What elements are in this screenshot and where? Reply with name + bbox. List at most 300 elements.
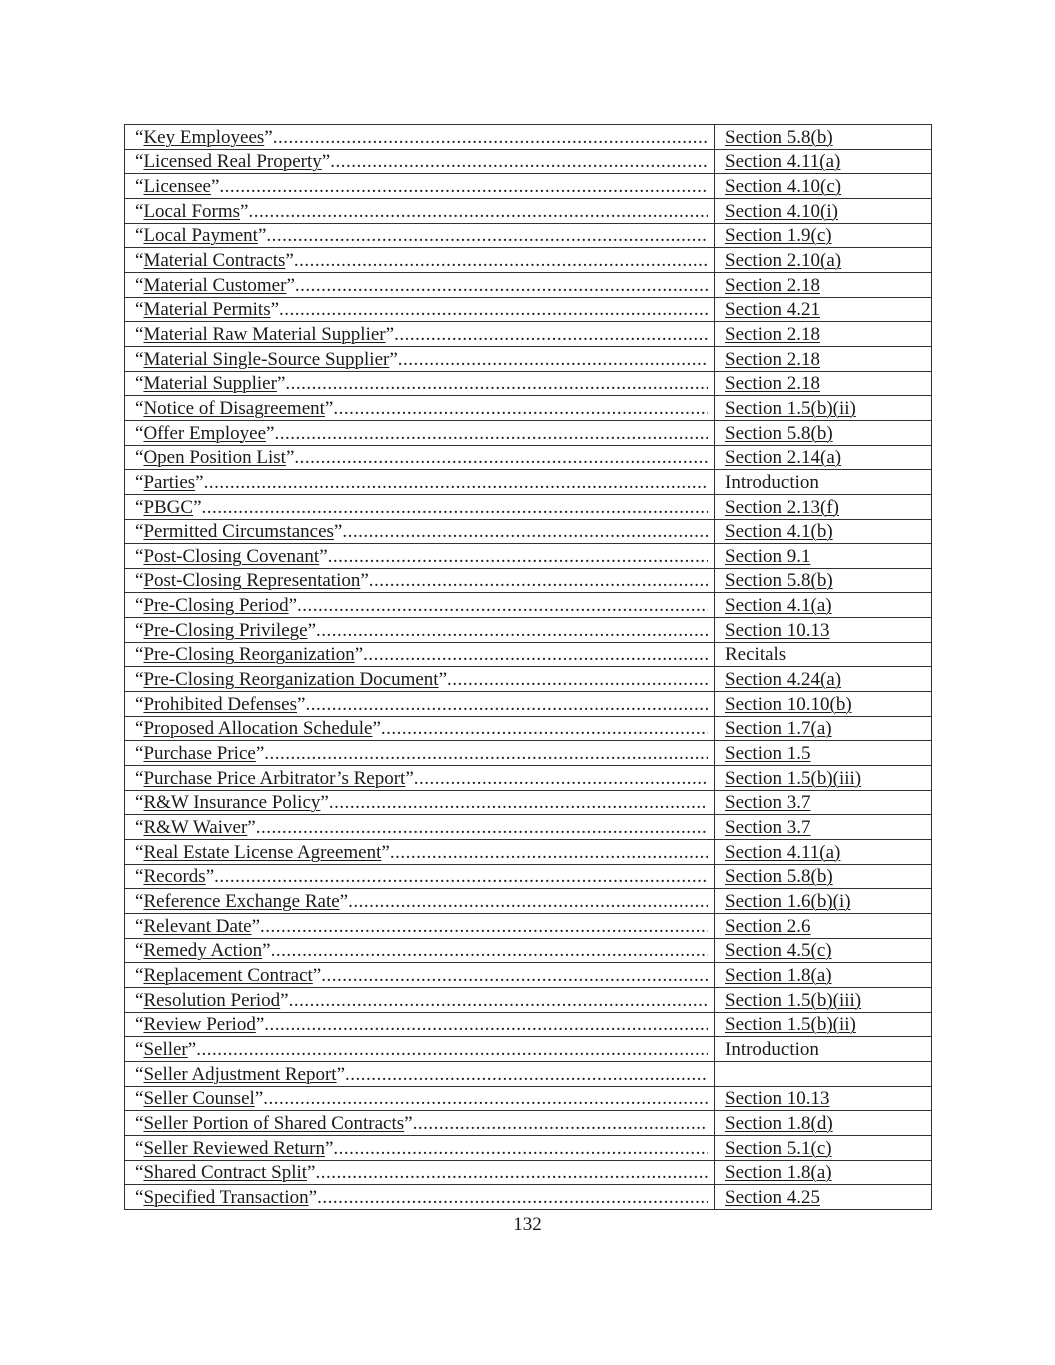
section-reference-link[interactable]: Section 1.8(d) (725, 1112, 833, 1134)
term-cell (125, 593, 715, 618)
dot-leader (414, 768, 708, 790)
section-reference-cell (715, 1086, 932, 1111)
definition-row (125, 174, 932, 199)
defined-term: “Pre-Closing Privilege” (135, 619, 317, 641)
term-cell (125, 692, 715, 717)
section-reference-link[interactable]: Section 1.7(a) (725, 718, 832, 740)
defined-term: “Material Contracts” (135, 249, 294, 271)
section-reference-link[interactable]: Section 10.13 (725, 619, 830, 641)
section-reference-cell (715, 692, 932, 717)
defined-term-text: Material Supplier (143, 373, 277, 395)
section-reference-cell (715, 914, 932, 939)
dot-leader (264, 743, 708, 765)
term-cell (125, 642, 715, 667)
section-reference-link[interactable]: Section 4.11(a) (725, 841, 841, 863)
dot-leader (256, 817, 708, 839)
section-reference-cell (715, 248, 932, 273)
term-cell (125, 470, 715, 495)
dot-leader (285, 373, 708, 395)
definition-row (125, 1086, 932, 1111)
term-cell (125, 248, 715, 273)
section-reference-cell (715, 1135, 932, 1160)
defined-term-text: PBGC (143, 496, 194, 518)
dot-leader (274, 423, 708, 445)
dot-leader (329, 792, 708, 814)
term-cell (125, 618, 715, 643)
section-reference-cell (715, 125, 932, 150)
definition-row (125, 987, 932, 1012)
defined-term: “Pre-Closing Period” (135, 595, 298, 617)
section-reference: Recitals (725, 644, 787, 666)
section-reference-cell (715, 322, 932, 347)
section-reference-cell (715, 790, 932, 815)
dot-leader (321, 965, 708, 987)
term-cell (125, 741, 715, 766)
section-reference-link[interactable]: Section 4.11(a) (725, 151, 841, 173)
defined-term: “Pre-Closing Reorganization” (135, 644, 364, 666)
defined-term-text: Remedy Action (143, 940, 263, 962)
section-reference-link[interactable]: Section 4.1(a) (725, 595, 832, 617)
dot-leader (345, 1064, 708, 1086)
term-cell (125, 223, 715, 248)
definition-row (125, 198, 932, 223)
defined-term-text: Material Single-Source Supplier (143, 348, 390, 370)
defined-term: “Parties” (135, 471, 204, 493)
dot-leader (260, 916, 708, 938)
defined-term: “Post-Closing Covenant” (135, 545, 328, 567)
defined-term-text: Pre-Closing Period (143, 595, 289, 617)
section-reference-link[interactable]: Section 5.8(b) (725, 422, 833, 444)
definition-row (125, 741, 932, 766)
section-reference-cell (715, 987, 932, 1012)
term-cell (125, 519, 715, 544)
definition-row (125, 322, 932, 347)
dot-leader (263, 1088, 708, 1110)
defined-term: “Material Customer” (135, 274, 295, 296)
definition-row (125, 519, 932, 544)
section-reference-link[interactable]: Section 9.1 (725, 545, 811, 567)
dot-leader (348, 891, 708, 913)
definition-row (125, 692, 932, 717)
defined-term-text: Real Estate License Agreement (143, 841, 382, 863)
defined-term: “Prohibited Defenses” (135, 693, 306, 715)
dot-leader (289, 990, 708, 1012)
term-cell (125, 1185, 715, 1210)
defined-term: “Open Position List” (135, 447, 295, 469)
section-reference-link[interactable]: Section 4.24(a) (725, 669, 842, 691)
dot-leader (315, 1162, 708, 1184)
term-cell (125, 1086, 715, 1111)
defined-term-text: R&W Waiver (143, 817, 248, 839)
term-cell (125, 1135, 715, 1160)
section-reference-cell (715, 1012, 932, 1037)
term-cell (125, 272, 715, 297)
definition-row (125, 840, 932, 865)
dot-leader (264, 1014, 708, 1036)
definition-row (125, 544, 932, 569)
dot-leader (394, 324, 708, 346)
term-cell (125, 1012, 715, 1037)
defined-term-text: Open Position List (143, 447, 286, 469)
dot-leader (196, 1039, 708, 1061)
defined-term: “Specified Transaction” (135, 1186, 318, 1208)
defined-term: “Key Employees” (135, 126, 273, 148)
term-cell (125, 1037, 715, 1062)
defined-term-text: Notice of Disagreement (143, 397, 325, 419)
dot-leader (273, 127, 708, 149)
defined-term: “Remedy Action” (135, 940, 271, 962)
defined-term-text: Reference Exchange Rate (143, 891, 340, 912)
defined-term-text: Pre-Closing Privilege (143, 619, 308, 641)
section-reference-cell (715, 864, 932, 889)
defined-term: “PBGC” (135, 496, 202, 518)
definition-row (125, 371, 932, 396)
dot-leader (369, 570, 708, 592)
definition-row (125, 914, 932, 939)
section-reference-link[interactable]: Section 4.21 (725, 299, 820, 321)
section-reference-link[interactable]: Section 2.14(a) (725, 447, 842, 469)
section-reference-link[interactable]: Section 2.18 (725, 348, 820, 370)
definition-row (125, 494, 932, 519)
term-cell (125, 125, 715, 150)
defined-term-text: Material Permits (143, 299, 271, 321)
section-reference-link[interactable]: Section 2.18 (725, 274, 820, 296)
section-reference-cell (715, 815, 932, 840)
section-reference-link[interactable]: Section 5.1(c) (725, 1137, 832, 1159)
defined-term-text: Purchase Price Arbitrator’s Report (143, 767, 406, 789)
defined-term-text: Seller Counsel (143, 1088, 255, 1110)
defined-term-text: Seller Portion of Shared Contracts (143, 1112, 405, 1134)
section-reference-cell (715, 470, 932, 495)
definitions-table-body (125, 125, 932, 1210)
section-reference-link[interactable]: Section 10.13 (725, 1088, 830, 1110)
dot-leader (333, 1138, 708, 1160)
defined-term-text: Proposed Allocation Schedule (143, 718, 373, 740)
definition-row (125, 642, 932, 667)
term-cell (125, 371, 715, 396)
dot-leader (297, 595, 708, 617)
section-reference-cell (715, 1111, 932, 1136)
section-reference-cell (715, 396, 932, 421)
section-reference-cell (715, 494, 932, 519)
dot-leader (316, 620, 708, 642)
definition-row (125, 1061, 932, 1086)
defined-term: “Relevant Date” (135, 915, 261, 937)
defined-term: “Permitted Circumstances” (135, 521, 343, 543)
section-reference-link[interactable]: Section 1.5(b)(ii) (725, 1014, 856, 1036)
defined-term: “Local Payment” (135, 225, 267, 247)
defined-term: “Purchase Price Arbitrator’s Report” (135, 767, 414, 789)
defined-term-text: Specified Transaction (143, 1186, 309, 1208)
section-reference-link[interactable]: Section 2.18 (725, 373, 820, 395)
section-reference-link[interactable]: Section 1.8(a) (725, 1162, 832, 1184)
section-reference-cell (715, 889, 932, 914)
dot-leader (447, 669, 708, 691)
definition-row (125, 667, 932, 692)
defined-term: “Replacement Contract” (135, 964, 322, 986)
defined-term: “Seller Adjustment Report” (135, 1063, 346, 1085)
definition-row (125, 1012, 932, 1037)
defined-term-text: Key Employees (143, 126, 265, 148)
section-reference-cell (715, 1037, 932, 1062)
definition-row (125, 1135, 932, 1160)
term-cell (125, 346, 715, 371)
section-reference-cell (715, 840, 932, 865)
term-cell (125, 864, 715, 889)
definition-row (125, 815, 932, 840)
dot-leader (294, 447, 708, 469)
section-reference-link[interactable]: Section 10.10(b) (725, 693, 852, 715)
term-cell (125, 494, 715, 519)
definition-row (125, 716, 932, 741)
dot-leader (266, 225, 708, 247)
page-number: 132 (513, 1214, 542, 1235)
section-reference-cell (715, 593, 932, 618)
section-reference-link[interactable]: Section 5.8(b) (725, 866, 833, 888)
defined-term: “Pre-Closing Reorganization Document” (135, 669, 448, 691)
defined-term: “Seller Counsel” (135, 1088, 264, 1110)
definition-row (125, 420, 932, 445)
term-cell (125, 815, 715, 840)
term-cell (125, 198, 715, 223)
term-cell (125, 1061, 715, 1086)
section-reference-link[interactable]: Section 2.18 (725, 323, 820, 345)
defined-term: “Local Forms” (135, 200, 249, 222)
term-cell (125, 420, 715, 445)
section-reference-link[interactable]: Section 5.8(b) (725, 570, 833, 592)
definition-row (125, 1185, 932, 1210)
dot-leader (248, 201, 708, 223)
dot-leader (271, 940, 708, 962)
section-reference-cell (715, 174, 932, 199)
section-reference-link[interactable]: Section 1.5(b)(ii) (725, 397, 856, 419)
dot-leader (202, 497, 708, 519)
section-reference-cell (715, 766, 932, 791)
section-reference-cell (715, 346, 932, 371)
defined-term: “Post-Closing Representation” (135, 570, 369, 592)
definition-row (125, 1111, 932, 1136)
section-reference-cell (715, 568, 932, 593)
term-cell (125, 716, 715, 741)
dot-leader (279, 299, 708, 321)
defined-term: “Licensed Real Property” (135, 151, 331, 173)
section-reference-cell (715, 1160, 932, 1185)
section-reference-cell (715, 297, 932, 322)
defined-term-text: Material Contracts (143, 249, 286, 271)
section-reference-link[interactable]: Section 3.7 (725, 792, 811, 814)
definitions-table (124, 124, 932, 1210)
defined-term-text: R&W Insurance Policy (143, 792, 321, 814)
section-reference-cell (715, 420, 932, 445)
defined-term-text: Local Forms (143, 200, 241, 222)
term-cell (125, 322, 715, 347)
defined-term-text: Seller Reviewed Return (143, 1137, 325, 1159)
definition-row (125, 889, 932, 914)
dot-leader (328, 546, 708, 568)
section-reference-link[interactable]: Section 4.1(b) (725, 521, 833, 543)
section-reference-cell (715, 272, 932, 297)
term-cell (125, 1160, 715, 1185)
defined-term-text: Shared Contract Split (143, 1162, 308, 1184)
term-cell (125, 544, 715, 569)
section-reference-link[interactable]: Section 1.6(b)(i) (725, 891, 851, 912)
definition-row (125, 790, 932, 815)
definition-row (125, 766, 932, 791)
defined-term-text: Post-Closing Covenant (143, 545, 320, 567)
defined-term: “Notice of Disagreement” (135, 397, 334, 419)
section-reference-link[interactable]: Section 1.5(b)(iii) (725, 767, 862, 789)
defined-term: “Real Estate License Agreement” (135, 841, 390, 863)
dot-leader (342, 521, 708, 543)
section-reference-link[interactable]: Section 3.7 (725, 817, 811, 839)
term-cell (125, 667, 715, 692)
section-reference-cell (715, 223, 932, 248)
defined-term-text: Resolution Period (143, 989, 281, 1011)
defined-term-text: Records (143, 866, 206, 888)
section-reference-cell (715, 544, 932, 569)
term-cell (125, 396, 715, 421)
term-cell (125, 568, 715, 593)
defined-term-text: Licensed Real Property (143, 151, 322, 173)
term-cell (125, 766, 715, 791)
section-reference-cell (715, 938, 932, 963)
defined-term-text: Purchase Price (143, 743, 256, 765)
defined-term: “Resolution Period” (135, 989, 289, 1011)
term-cell (125, 1111, 715, 1136)
section-reference-link[interactable]: Section 4.5(c) (725, 940, 832, 962)
definition-row (125, 864, 932, 889)
dot-leader (295, 275, 708, 297)
definition-row (125, 346, 932, 371)
defined-term: “R&W Waiver” (135, 817, 256, 839)
section-reference-link[interactable]: Section 1.8(a) (725, 964, 832, 986)
definition-row (125, 938, 932, 963)
section-reference-cell (715, 1185, 932, 1210)
definition-row (125, 445, 932, 470)
dot-leader (381, 718, 708, 740)
defined-term-text: Permitted Circumstances (143, 521, 334, 543)
defined-term: “Seller Portion of Shared Contracts” (135, 1112, 413, 1134)
section-reference-link[interactable]: Section 2.13(f) (725, 496, 839, 518)
definition-row (125, 248, 932, 273)
section-reference-cell (715, 618, 932, 643)
section-reference-cell (715, 371, 932, 396)
defined-term: “Seller Reviewed Return” (135, 1137, 334, 1159)
dot-leader (214, 866, 708, 888)
definition-row (125, 963, 932, 988)
definition-row (125, 618, 932, 643)
dot-leader (398, 349, 708, 371)
defined-term: “Proposed Allocation Schedule” (135, 718, 381, 740)
defined-term-text: Seller (143, 1038, 188, 1060)
dot-leader (330, 151, 708, 173)
section-reference-cell (715, 198, 932, 223)
definition-row (125, 272, 932, 297)
defined-term-text: Local Payment (143, 225, 258, 247)
definition-row (125, 297, 932, 322)
section-reference: Introduction (725, 1038, 819, 1060)
term-cell (125, 963, 715, 988)
defined-term-text: Prohibited Defenses (143, 693, 297, 715)
definition-row (125, 1037, 932, 1062)
definition-row (125, 593, 932, 618)
defined-term: “Reference Exchange Rate” (135, 891, 349, 912)
dot-leader (363, 644, 708, 666)
defined-term: “Material Raw Material Supplier” (135, 323, 395, 345)
section-reference-cell (715, 963, 932, 988)
section-reference-cell (715, 1061, 932, 1086)
defined-term: “Material Supplier” (135, 373, 286, 395)
section-reference-link[interactable]: Section 5.8(b) (725, 126, 833, 148)
section-reference-link[interactable]: Section 2.10(a) (725, 249, 842, 271)
defined-term-text: Material Raw Material Supplier (143, 323, 386, 345)
definition-row (125, 125, 932, 150)
defined-term: “Records” (135, 866, 215, 888)
term-cell (125, 938, 715, 963)
defined-term-text: Material Customer (143, 274, 287, 296)
section-reference-link[interactable]: Section 1.5(b)(iii) (725, 989, 862, 1011)
term-cell (125, 987, 715, 1012)
definition-row (125, 396, 932, 421)
dot-leader (317, 1187, 708, 1209)
dot-leader (219, 176, 708, 198)
defined-term-text: Pre-Closing Reorganization Document (143, 669, 439, 691)
defined-term: “R&W Insurance Policy” (135, 792, 329, 814)
defined-term: “Seller” (135, 1038, 197, 1060)
defined-term: “Review Period” (135, 1014, 265, 1036)
section-reference-cell (715, 149, 932, 174)
term-cell (125, 445, 715, 470)
section-reference-cell (715, 741, 932, 766)
definition-row (125, 223, 932, 248)
section-reference-cell (715, 445, 932, 470)
definition-row (125, 470, 932, 495)
section-reference-cell (715, 519, 932, 544)
defined-term: “Material Permits” (135, 299, 280, 321)
defined-term: “Material Single-Source Supplier” (135, 348, 398, 370)
defined-term-text: Parties (143, 471, 196, 493)
defined-term-text: Review Period (143, 1014, 256, 1036)
section-reference-link[interactable]: Section 4.10(i) (725, 200, 838, 222)
defined-term-text: Relevant Date (143, 915, 252, 937)
section-reference-link[interactable]: Section 2.6 (725, 915, 811, 937)
dot-leader (333, 398, 708, 420)
term-cell (125, 914, 715, 939)
defined-term: “Shared Contract Split” (135, 1162, 316, 1184)
defined-term-text: Licensee (143, 175, 211, 197)
dot-leader (204, 472, 708, 494)
dot-leader (305, 694, 708, 716)
dot-leader (294, 250, 708, 272)
defined-term: “Licensee” (135, 175, 220, 197)
section-reference-link[interactable]: Section 4.10(c) (725, 175, 842, 197)
defined-term: “Offer Employee” (135, 422, 275, 444)
section-reference-link[interactable]: Section 1.5 (725, 743, 811, 765)
defined-term-text: Replacement Contract (143, 964, 313, 986)
dot-leader (413, 1113, 708, 1135)
term-cell (125, 840, 715, 865)
section-reference: Introduction (725, 471, 819, 493)
term-cell (125, 297, 715, 322)
definition-row (125, 568, 932, 593)
dot-leader (390, 842, 708, 864)
definition-row (125, 1160, 932, 1185)
defined-term-text: Pre-Closing Reorganization (143, 644, 355, 666)
term-cell (125, 889, 715, 914)
section-reference-link[interactable]: Section 1.9(c) (725, 225, 832, 247)
section-reference-cell (715, 642, 932, 667)
section-reference-link[interactable]: Section 4.25 (725, 1186, 820, 1208)
